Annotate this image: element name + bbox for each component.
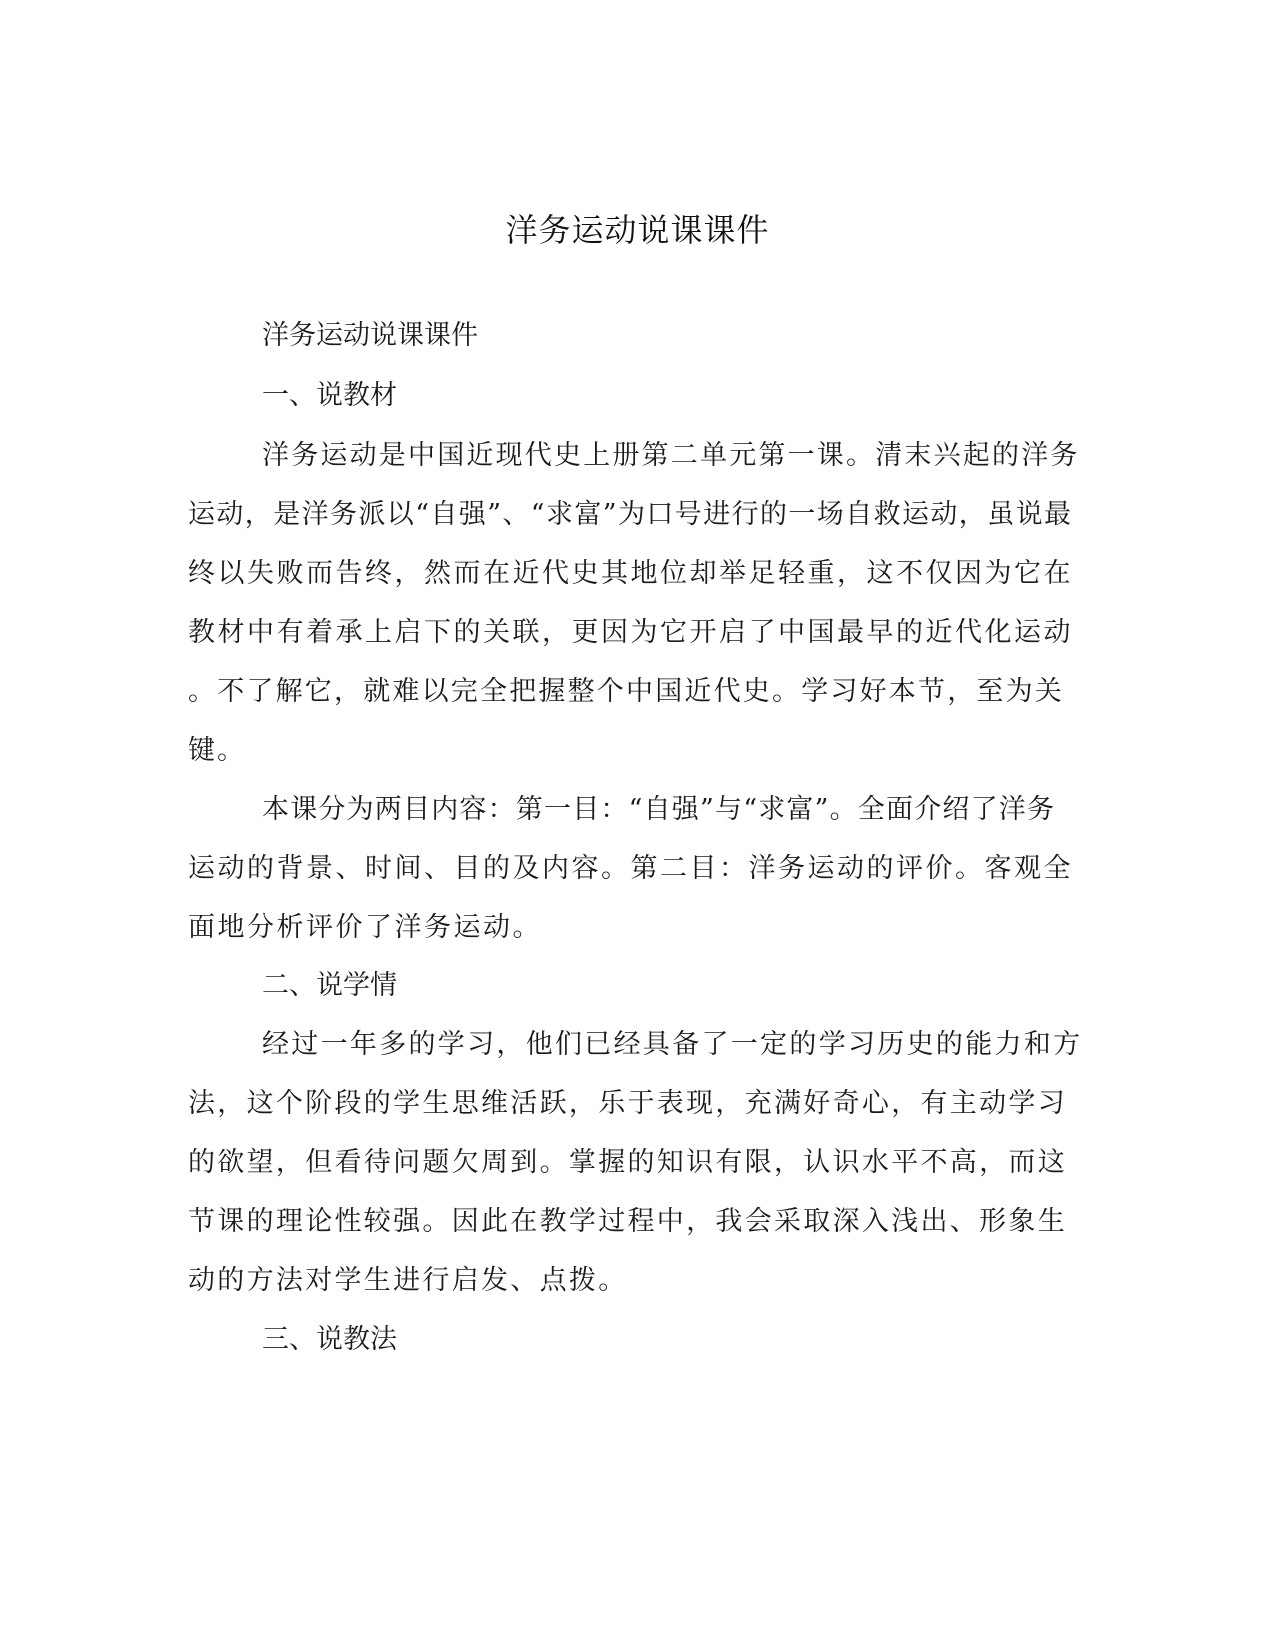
paragraph-line: 法，这个阶段的学生思维活跃，乐于表现，充满好奇心，有主动学习 [188,1088,1067,1119]
paragraph-line: 。不了解它，就难以完全把握整个中国近代史。学习好本节，至为关 [188,676,1064,707]
section-heading-teaching-method: 三、说教法 [262,1324,397,1355]
paragraph-line: 动的方法对学生进行启发、点拨。 [188,1265,628,1296]
section-heading-textbook: 一、说教材 [262,380,397,411]
paragraph-line: 节课的理论性较强。因此在教学过程中，我会采取深入浅出、形象生 [188,1206,1067,1237]
paragraph-line: 终以失败而告终，然而在近代史其地位却举足轻重，这不仅因为它在 [188,558,1073,589]
paragraph-line: 洋务运动是中国近现代史上册第二单元第一课。清末兴起的洋务 [262,440,1080,471]
paragraph-line: 的欲望，但看待问题欠周到。掌握的知识有限，认识水平不高，而这 [188,1147,1067,1178]
paragraph-line: 本课分为两目内容：第一目：“自强”与“求富”。全面介绍了洋务 [262,794,1056,825]
document-subtitle: 洋务运动说课课件 [262,320,478,351]
section-heading-learners: 二、说学情 [262,970,397,1001]
document-title: 洋务运动说课课件 [505,211,770,249]
paragraph-line: 面地分析评价了洋务运动。 [188,912,542,943]
paragraph-line: 教材中有着承上启下的关联，更因为它开启了中国最早的近代化运动 [188,617,1073,648]
paragraph-line: 键。 [188,735,246,766]
paragraph-line: 运动的背景、时间、目的及内容。第二目：洋务运动的评价。客观全 [188,853,1073,884]
paragraph-line: 运动，是洋务派以“自强”、“求富”为口号进行的一场自救运动，虽说最 [188,499,1073,530]
paragraph-line: 经过一年多的学习，他们已经具备了一定的学习历史的能力和方 [262,1029,1083,1060]
